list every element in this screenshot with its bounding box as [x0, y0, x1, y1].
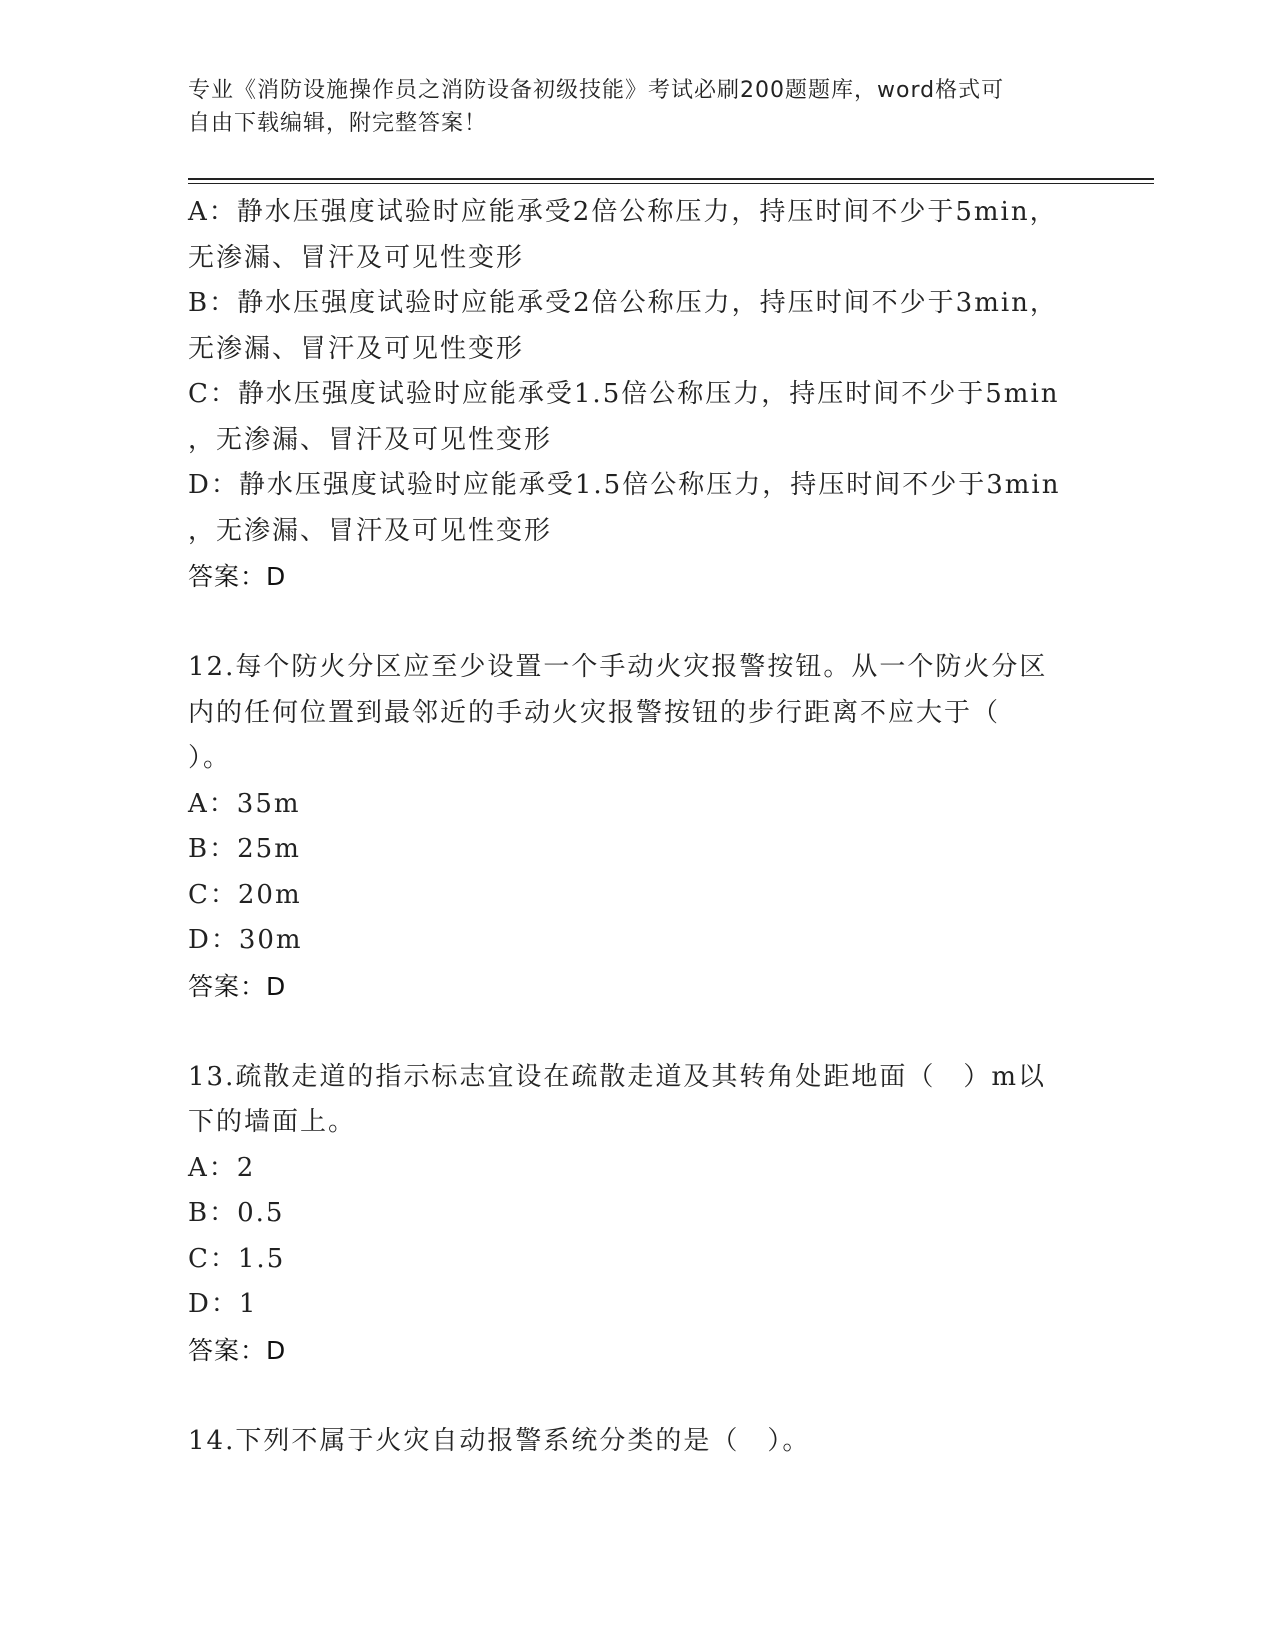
- option-d-line-1: D：静水压强度试验时应能承受1.5倍公称压力，持压时间不少于3min: [188, 470, 1061, 500]
- document-header: [188, 74, 1068, 140]
- question-stem-line-2: 下的墙面上。: [188, 1107, 357, 1137]
- option-a-line-1: A：静水压强度试验时应能承受2倍公称压力，持压时间不少于5min，: [188, 197, 1058, 227]
- question-14: [188, 1419, 1088, 1465]
- spacer: [188, 1373, 1088, 1419]
- answer-line: 答案：D: [188, 1335, 287, 1365]
- question-12: [188, 645, 1088, 1009]
- spacer: [188, 1009, 1088, 1055]
- question-stem-line-2: 内的任何位置到最邻近的手动火灾报警按钮的步行距离不应大于（: [188, 697, 1001, 728]
- header-title-line-2: 自由下载编辑，附完整答案！: [188, 111, 488, 136]
- option-a: A：35m: [188, 788, 301, 819]
- option-b-line-1: B：静水压强度试验时应能承受2倍公称压力，持压时间不少于3min，: [188, 288, 1058, 318]
- option-b: B：0.5: [188, 1198, 285, 1228]
- option-b: B：25m: [188, 834, 301, 864]
- option-d: D：1: [188, 1289, 258, 1319]
- question-stem-line-3: ）。: [188, 743, 232, 773]
- option-c-line-1: C：静水压强度试验时应能承受1.5倍公称压力，持压时间不少于5min: [188, 379, 1060, 409]
- question-stem-line-1: 12.每个防火分区应至少设置一个手动火灾报警按钮。从一个防火分区: [188, 652, 1048, 682]
- option-a-line-2: 无渗漏、冒汗及可见性变形: [188, 242, 525, 273]
- header-divider-thick: [188, 178, 1154, 180]
- header-title-line-1: 专业《消防设施操作员之消防设备初级技能》考试必刷200题题库，word格式可: [188, 78, 1005, 103]
- answer-line: 答案：D: [188, 971, 287, 1001]
- question-stem-line-1: 13.疏散走道的指示标志宜设在疏散走道及其转角处距地面（ ）m以: [188, 1061, 1047, 1092]
- question-13: [188, 1055, 1088, 1374]
- option-b-line-2: 无渗漏、冒汗及可见性变形: [188, 333, 525, 364]
- question-stem-line-1: 14.下列不属于火灾自动报警系统分类的是（ ）。: [188, 1425, 811, 1456]
- option-c-line-2: ，无渗漏、冒汗及可见性变形: [188, 424, 553, 455]
- option-c: C：20m: [188, 879, 302, 910]
- option-c: C：1.5: [188, 1243, 286, 1274]
- question-11-options: [188, 190, 1088, 600]
- option-d-line-2: ，无渗漏、冒汗及可见性变形: [188, 515, 553, 546]
- spacer: [188, 600, 1088, 646]
- header-divider-thin: [188, 183, 1154, 184]
- option-a: A：2: [188, 1152, 256, 1183]
- option-d: D：30m: [188, 925, 303, 955]
- question-content: [188, 190, 1088, 1464]
- answer-line: 答案：D: [188, 562, 287, 591]
